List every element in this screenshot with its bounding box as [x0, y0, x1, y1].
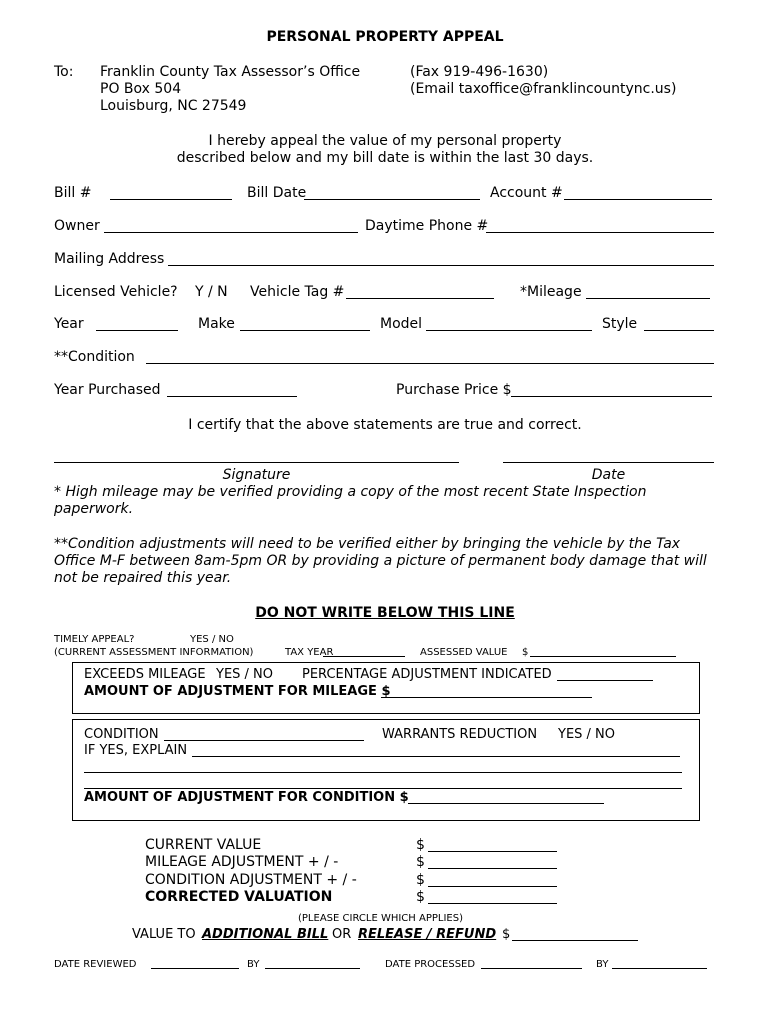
exceeds-mileage-label: EXCEEDS MILEAGE: [84, 667, 206, 682]
owner-label: Owner: [54, 218, 100, 234]
timely-appeal-yn: YES / NO: [190, 634, 234, 645]
office-condition-input: [164, 740, 364, 741]
warrants-reduction-yn: YES / NO: [558, 727, 616, 742]
mileage-adjustment-dollar: $: [416, 854, 425, 870]
signature-line[interactable]: [54, 462, 459, 463]
percentage-adjustment-input: [557, 680, 653, 681]
corrected-valuation-input: [428, 903, 557, 904]
year-purchased-label: Year Purchased: [54, 382, 161, 398]
vehicle-tag-label: Vehicle Tag #: [250, 284, 345, 300]
account-label: Account #: [490, 185, 563, 201]
mailing-address-label: Mailing Address: [54, 251, 165, 267]
office-pobox: PO Box 504: [100, 81, 182, 97]
current-value-dollar: $: [416, 837, 425, 853]
certify-statement: I certify that the above statements are true and correct.: [188, 417, 582, 433]
condition-note-line-3: not be repaired this year.: [54, 570, 232, 586]
reviewed-by-label: BY: [247, 959, 260, 970]
make-input[interactable]: [240, 330, 370, 331]
current-value-label: CURRENT VALUE: [145, 837, 262, 853]
tax-year-input: [323, 656, 405, 657]
daytime-phone-label: Daytime Phone #: [365, 218, 489, 234]
processed-by-label: BY: [596, 959, 609, 970]
purchase-price-label: Purchase Price $: [396, 382, 512, 398]
condition-input[interactable]: [146, 363, 714, 364]
daytime-phone-input[interactable]: [486, 232, 714, 233]
explain-line-1: [192, 756, 680, 757]
condition-adjustment-dollar: $: [416, 872, 425, 888]
current-value-input: [428, 851, 557, 852]
amount-mileage-input: [381, 697, 592, 698]
office-email: (Email taxoffice@franklincountync.us): [410, 81, 677, 97]
bill-date-label: Bill Date: [247, 185, 307, 201]
mileage-input[interactable]: [586, 298, 710, 299]
amount-condition-label: AMOUNT OF ADJUSTMENT FOR CONDITION $: [84, 790, 409, 805]
assessed-value-dollar: $: [522, 647, 529, 658]
condition-note-line-2: Office M-F between 8am-5pm OR by providing a picture of permanent body damage that will: [54, 553, 707, 569]
condition-label: **Condition: [54, 349, 135, 365]
office-city: Louisburg, NC 27549: [100, 98, 247, 114]
if-yes-explain-label: IF YES, EXPLAIN: [84, 743, 188, 758]
intro-line-1: I hereby appeal the value of my personal property: [208, 133, 562, 149]
mileage-adjustment-input: [428, 868, 557, 869]
bill-label: Bill #: [54, 185, 92, 201]
style-input[interactable]: [644, 330, 714, 331]
licensed-vehicle-yn[interactable]: Y / N: [195, 284, 228, 300]
tax-year-label: TAX YEAR: [285, 647, 334, 658]
style-label: Style: [602, 316, 638, 332]
make-label: Make: [198, 316, 235, 332]
exceeds-mileage-yn: YES / NO: [216, 667, 274, 682]
licensed-vehicle-label: Licensed Vehicle?: [54, 284, 178, 300]
office-section-heading: DO NOT WRITE BELOW THIS LINE: [255, 605, 515, 621]
signature-label: Signature: [222, 467, 291, 483]
value-to-dollar: $: [502, 927, 511, 942]
page-title: PERSONAL PROPERTY APPEAL: [266, 29, 504, 45]
office-condition-label: CONDITION: [84, 727, 159, 742]
condition-note-line-1: **Condition adjustments will need to be verified either by bringing the vehicle by the Tax: [54, 536, 681, 552]
mileage-note-line-1: * High mileage may be verified providing a copy of the most recent State Inspection: [54, 484, 647, 500]
value-to-label: VALUE TO: [132, 927, 196, 942]
assessed-value-label: ASSESSED VALUE: [420, 647, 508, 658]
to-label: To:: [54, 64, 74, 80]
date-line[interactable]: [503, 462, 714, 463]
date-processed-label: DATE PROCESSED: [385, 959, 476, 970]
mailing-address-input[interactable]: [168, 265, 714, 266]
mileage-note-line-2: paperwork.: [54, 501, 134, 517]
office-fax: (Fax 919-496-1630): [410, 64, 549, 80]
or-label: OR: [332, 927, 352, 942]
condition-adjustment-label: CONDITION ADJUSTMENT + / -: [145, 872, 357, 888]
warrants-reduction-label: WARRANTS REDUCTION: [382, 727, 538, 742]
purchase-price-input[interactable]: [511, 396, 712, 397]
condition-adjustment-input: [428, 886, 557, 887]
model-label: Model: [380, 316, 423, 332]
date-reviewed-label: DATE REVIEWED: [54, 959, 137, 970]
corrected-valuation-dollar: $: [416, 889, 425, 905]
bill-date-input[interactable]: [304, 199, 480, 200]
processed-by-input: [612, 968, 707, 969]
model-input[interactable]: [426, 330, 592, 331]
timely-appeal-label: TIMELY APPEAL?: [54, 634, 135, 645]
year-input[interactable]: [96, 330, 178, 331]
vehicle-tag-input[interactable]: [346, 298, 494, 299]
assessed-value-input: [530, 656, 676, 657]
intro-line-2: described below and my bill date is within the last 30 days.: [176, 150, 594, 166]
year-label: Year: [54, 316, 84, 332]
date-label: Date: [591, 467, 626, 483]
account-input[interactable]: [564, 199, 712, 200]
percentage-adjustment-label: PERCENTAGE ADJUSTMENT INDICATED: [302, 667, 552, 682]
year-purchased-input[interactable]: [167, 396, 297, 397]
amount-condition-input: [408, 803, 604, 804]
mileage-adjustment-label: MILEAGE ADJUSTMENT + / -: [145, 854, 339, 870]
value-to-input: [512, 940, 638, 941]
mileage-label: *Mileage: [520, 284, 582, 300]
release-refund-option: RELEASE / REFUND: [358, 927, 497, 942]
please-circle-label: (PLEASE CIRCLE WHICH APPLIES): [298, 913, 463, 924]
explain-line-3: [84, 788, 682, 789]
bill-input[interactable]: [110, 199, 232, 200]
corrected-valuation-label: CORRECTED VALUATION: [145, 889, 333, 905]
amount-mileage-label: AMOUNT OF ADJUSTMENT FOR MILEAGE $: [84, 684, 391, 699]
owner-input[interactable]: [104, 232, 358, 233]
current-assessment-label: (CURRENT ASSESSMENT INFORMATION): [54, 647, 254, 658]
additional-bill-option: ADDITIONAL BILL: [202, 927, 329, 942]
date-reviewed-input: [151, 968, 239, 969]
explain-line-2: [84, 772, 682, 773]
reviewed-by-input: [265, 968, 360, 969]
office-name: Franklin County Tax Assessor’s Office: [100, 64, 361, 80]
date-processed-input: [481, 968, 582, 969]
